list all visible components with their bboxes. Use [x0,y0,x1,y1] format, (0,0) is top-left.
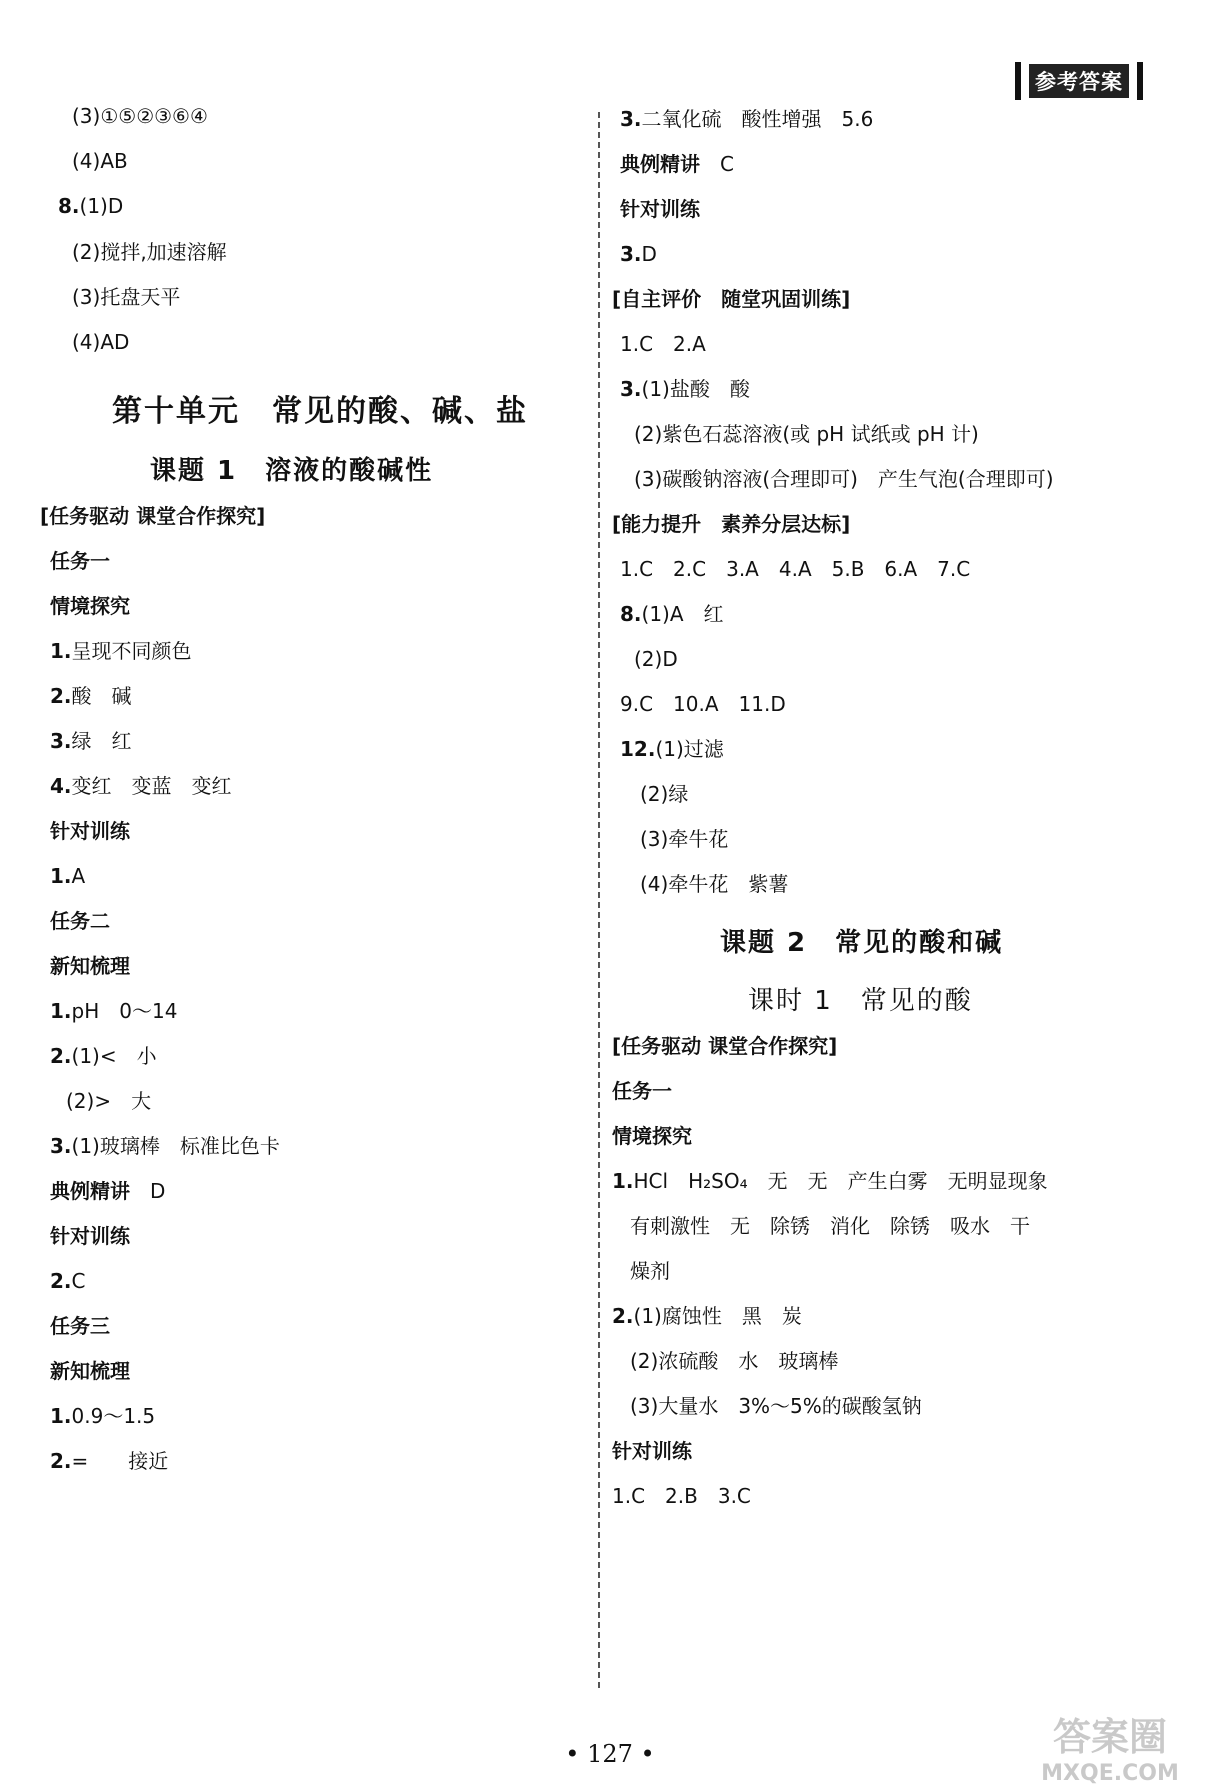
training-label: 针对训练 [50,819,130,843]
section-header-1: [任务驱动 课堂合作探究] [40,504,266,528]
answer-line: 9.C 10.A 11.D [620,692,786,716]
answer-line [620,601,724,627]
left-line-3 [58,193,123,219]
answer-line [612,1168,1048,1194]
header-tag-label: 参考答案 [1029,64,1129,98]
item-text: D [641,242,657,266]
watermark-text: 答案圈 [1052,1715,1168,1759]
answer-line [50,638,192,664]
answer-line: (2)绿 [640,782,689,806]
example-line [50,1178,165,1204]
item-text: (1)A 红 [641,602,724,626]
item-number: 2. [50,1269,72,1293]
header-tag [1015,62,1143,100]
answer-line: 1.C 2.C 3.A 4.A 5.B 6.A 7.C [620,557,971,581]
item-text: 0.9～1.5 [71,1404,156,1428]
item-number: 2. [612,1304,634,1328]
watermark [1010,1700,1210,1788]
answer-line: (3)碳酸钠溶液(合理即可) 产生气泡(合理即可) [634,467,1054,491]
new-knowledge-label: 新知梳理 [50,1359,130,1383]
item-number: 12. [620,737,656,761]
training-label: 针对训练 [620,197,700,221]
item-number: 3. [50,729,72,753]
training-label: 针对训练 [50,1224,130,1248]
item-text: (1)D [79,194,124,218]
item-text: = 接近 [71,1449,169,1473]
item-text: (1)玻璃棒 标准比色卡 [71,1134,280,1158]
answer-line [50,863,85,889]
lesson1-title: 课时 1 常见的酸 [748,986,973,1016]
page-number: • 127 • [565,1740,655,1768]
answer-line [50,1043,157,1069]
answer-line: (4)牵牛花 紫薯 [640,872,789,896]
answer-line: 有刺激性 无 除锈 消化 除锈 吸水 干 [630,1214,1030,1238]
answer-line: 燥剂 [630,1259,670,1283]
scene1-label: 情境探究 [50,594,130,618]
example-label: 典例精讲 [50,1179,130,1203]
answer-line [50,998,177,1024]
task3-label: 任务三 [50,1314,110,1338]
item-number: 1. [612,1169,634,1193]
section-header-2: [自主评价 随堂巩固训练] [612,287,851,311]
left-line-6: (4)AD [72,330,130,354]
item-text: (1)盐酸 酸 [641,377,750,401]
item-number: 3. [50,1134,72,1158]
item-number: 8. [620,602,642,626]
item-number: 3. [620,107,642,131]
left-line-5: (3)托盘天平 [72,285,181,309]
answer-line: (3)大量水 3%～5%的碳酸氢钠 [630,1394,922,1418]
watermark-url: MXQE.COM [1041,1761,1179,1786]
answer-line [50,1448,168,1474]
answer-line [50,1403,155,1429]
item-number: 1. [50,999,72,1023]
training-label: 针对训练 [612,1439,692,1463]
answer-line [620,106,873,132]
example-answer: D [150,1179,166,1203]
item-text: (1)过滤 [655,737,724,761]
watermark-logo-icon [1010,1700,1210,1788]
answer-line [50,773,232,799]
item-text: 呈现不同颜色 [71,639,192,663]
topic2-title: 课题 2 常见的酸和碱 [720,928,1004,958]
item-number: 2. [50,1044,72,1068]
new-knowledge-label: 新知梳理 [50,954,130,978]
item-number: 8. [58,194,80,218]
item-number: 2. [50,684,72,708]
item-text: 绿 红 [71,729,132,753]
answer-line: (2)紫色石蕊溶液(或 pH 试纸或 pH 计) [634,422,979,446]
item-text: 酸 碱 [71,684,132,708]
item-text: (1)< 小 [71,1044,157,1068]
answer-line: (2)> 大 [66,1089,152,1113]
item-text: HCl H₂SO₄ 无 无 产生白雾 无明显现象 [633,1169,1048,1193]
left-line-2: (4)AB [72,149,128,173]
unit-title: 第十单元 常见的酸、碱、盐 [112,394,528,429]
item-number: 3. [620,377,642,401]
left-line-1: (3)①⑤②③⑥④ [72,104,208,128]
answer-line [50,728,132,754]
scene2-label: 情境探究 [612,1124,692,1148]
item-text: pH 0～14 [71,999,178,1023]
answer-line: 1.C 2.A [620,332,706,356]
answer-line [50,1268,85,1294]
section-header-3: [能力提升 素养分层达标] [612,512,851,536]
answer-line [620,241,657,267]
answer-line: (2)D [634,647,678,671]
item-number: 3. [620,242,642,266]
column-divider [598,112,600,1692]
answer-line [50,1133,280,1159]
item-number: 1. [50,864,72,888]
answer-line [620,376,750,402]
task2-label: 任务二 [50,909,110,933]
answer-line: (3)牵牛花 [640,827,729,851]
example-answer: C [720,152,734,176]
item-number: 1. [50,639,72,663]
answer-line [612,1303,802,1329]
item-text: A [71,864,86,888]
answer-line [50,683,132,709]
item-text: C [71,1269,86,1293]
item-number: 1. [50,1404,72,1428]
item-number: 4. [50,774,72,798]
item-text: 变红 变蓝 变红 [71,774,232,798]
answer-line [620,736,724,762]
task1-label: 任务一 [50,549,110,573]
left-line-4: (2)搅拌,加速溶解 [72,240,227,264]
section-header-4: [任务驱动 课堂合作探究] [612,1034,838,1058]
item-number: 2. [50,1449,72,1473]
answer-line: 1.C 2.B 3.C [612,1484,751,1508]
example-line [620,151,734,177]
item-text: 二氧化硫 酸性增强 5.6 [641,107,874,131]
answer-line: (2)浓硫酸 水 玻璃棒 [630,1349,839,1373]
task4-label: 任务一 [612,1079,672,1103]
item-text: (1)腐蚀性 黑 炭 [633,1304,802,1328]
topic1-title: 课题 1 溶液的酸碱性 [150,456,434,486]
example-label: 典例精讲 [620,152,700,176]
